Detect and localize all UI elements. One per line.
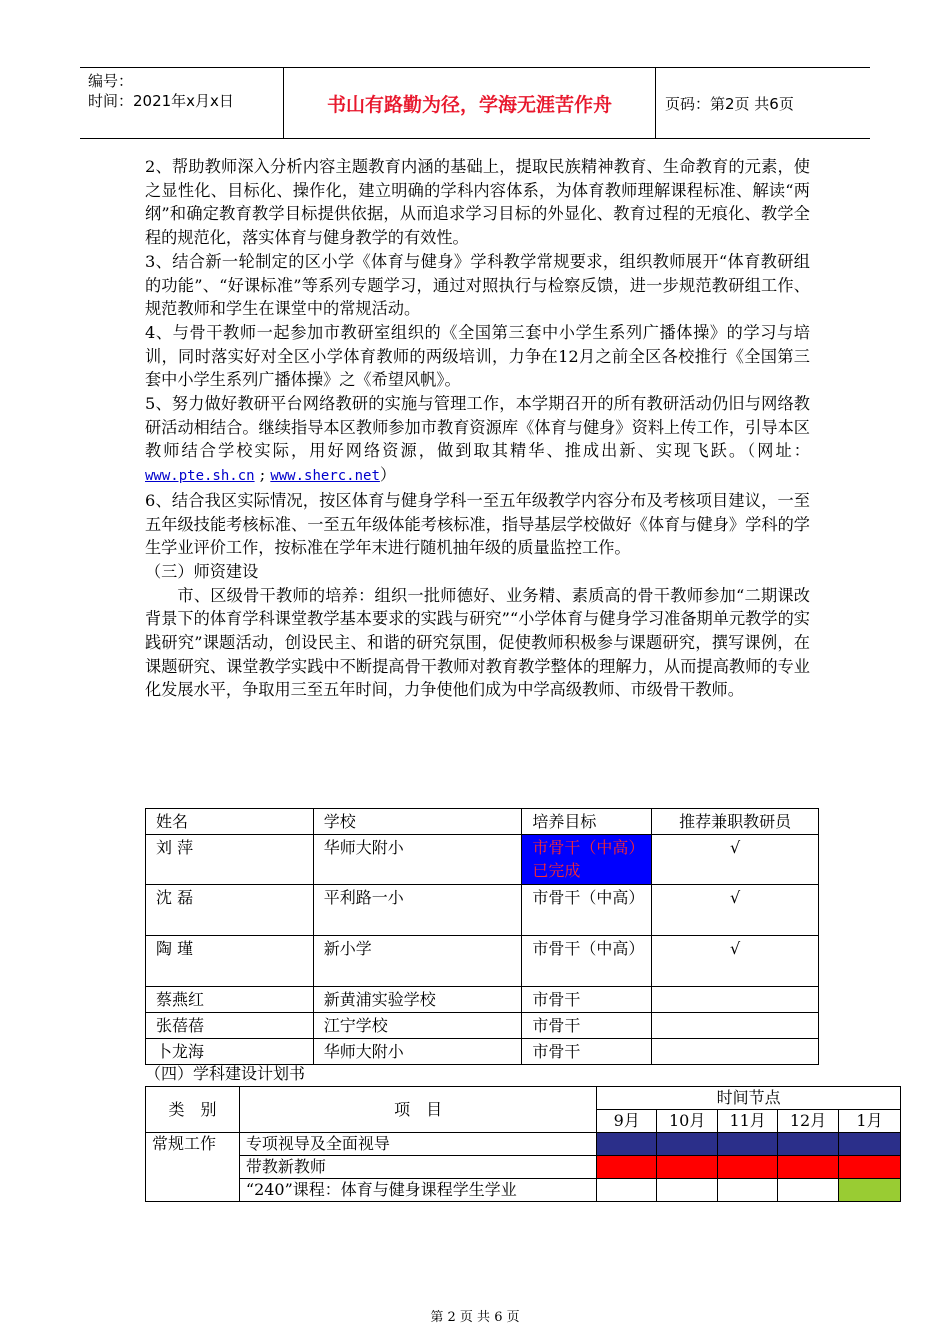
table-row: [146, 1013, 819, 1039]
timeline-cell: [718, 1156, 778, 1179]
teacher-school: 华师大附小: [313, 835, 522, 885]
page-footer: 第 2 页 共 6 页: [430, 1310, 520, 1325]
header-page-number: 页码：第2页 共6页: [665, 94, 794, 113]
teacher-goal: 市骨干（中高）: [522, 936, 652, 987]
teacher-goal: 市骨干: [522, 1013, 652, 1039]
table-row: [146, 1039, 819, 1065]
paragraph-6: 6、结合我区实际情况，按区体育与健身学科一至五年级教学内容分布及考核项目建议，一至五年级技能考核标准、一至五年级体能考核标准，指导基层学校做好《体育与健身》学科的学生学业评价工作，按标准在学年末进行随机抽年级的质量监控工作。: [145, 490, 810, 558]
plan-table: [145, 1086, 901, 1202]
header-meta: [80, 68, 284, 138]
teacher-school: 江宁学校: [313, 1013, 522, 1039]
timeline-cell: [657, 1133, 718, 1156]
paragraph-4: 4、与骨干教师一起参加市教研室组织的《全国第三套中小学生系列广播体操》的学习与培训，同时落实好对全区小学体育教师的两级培训，力争在12月之前全区各校推行《全国第三套中小学生系列广播体操》之《希望风帆》。: [145, 322, 810, 390]
header-name: 姓名: [146, 809, 314, 835]
teacher-school: 华师大附小: [313, 1039, 522, 1065]
teacher-goal: 市骨干（中高）: [522, 885, 652, 936]
timeline-cell: [839, 1156, 901, 1179]
month-label: 11月: [718, 1110, 778, 1133]
teacher-name: 沈 磊: [146, 885, 314, 936]
month-label: 12月: [778, 1110, 839, 1133]
link-pte[interactable]: www.pte.sh.cn: [145, 468, 255, 485]
section-3-title: （三）师资建设: [145, 561, 259, 581]
timeline-cell: [839, 1179, 901, 1202]
plan-header-time: 时间节点: [597, 1087, 901, 1110]
teacher-name: 张蓓蓓: [146, 1013, 314, 1039]
paragraph-5-close: ）: [379, 465, 397, 485]
month-label: 10月: [657, 1110, 718, 1133]
teacher-name: 蔡燕红: [146, 987, 314, 1013]
paragraph-teacher-training: 市、区级骨干教师的培养：组织一批师德好、业务精、素质高的骨干教师参加“二期课改背景下的体育学科课堂教学基本要求的实践与研究”“小学体育与健身学习准备期单元教学的实践研究”课题活动，创设民主、和谐的研究氛围，促使教师积极参与课题研究，撰写课例，在课题研究、课堂教学实践中不断提高骨干教师对教育教学整体的理解力，从而提高教师的专业化发展水平，争取用三至五年时间，力争使他们成为中学高级教师、市级骨干教师。: [145, 585, 810, 700]
paragraph-5-text: 5、努力做好教研平台网络教研的实施与管理工作，本学期召开的所有教研活动仍旧与网络教研活动相结合。继续指导本区教师参加市教育资源库《体育与健身》资料上传工作，引导本区教师结合学校实际，用好网络资源，做到取其精华、推成出新、实现飞跃。（网址：: [145, 394, 810, 461]
teacher-school: 平利路一小: [313, 885, 522, 936]
timeline-cell: [778, 1156, 839, 1179]
teacher-recommend: √: [652, 936, 819, 987]
timeline-cell: [657, 1156, 718, 1179]
table-row: [146, 987, 819, 1013]
table-row: [146, 835, 819, 885]
table-row: [146, 936, 819, 987]
table-row: [146, 885, 819, 936]
plan-item: 专项视导及全面视导: [239, 1133, 596, 1156]
plan-header-category: 类 别: [146, 1087, 240, 1133]
plan-item: “240”课程：体育与健身课程学生学业: [239, 1179, 596, 1202]
paragraph-5: [145, 392, 810, 489]
teacher-table: [145, 808, 819, 1065]
timeline-cell: [597, 1179, 657, 1202]
header-goal: 培养目标: [522, 809, 652, 835]
month-label: 1月: [839, 1110, 901, 1133]
teacher-recommend: [652, 1039, 819, 1065]
timeline-cell: [597, 1156, 657, 1179]
page-header: [80, 67, 870, 139]
timeline-cell: [718, 1179, 778, 1202]
teacher-recommend: [652, 987, 819, 1013]
timeline-cell: [778, 1179, 839, 1202]
plan-row: [146, 1133, 901, 1156]
timeline-cell: [839, 1133, 901, 1156]
timeline-cell: [597, 1133, 657, 1156]
link-separator: ;: [254, 465, 271, 485]
header-school: 学校: [313, 809, 522, 835]
teacher-school: 新小学: [313, 936, 522, 987]
plan-row: [146, 1156, 901, 1179]
timeline-cell: [657, 1179, 718, 1202]
plan-item: 带教新教师: [239, 1156, 596, 1179]
paragraph-2: 2、帮助教师深入分析内容主题教育内涵的基础上，提取民族精神教育、生命教育的元素，使之显性化、目标化、操作化，建立明确的学科内容体系，为体育教师理解课程标准、解读“两纲”和确定教育教学目标提供依据，从而追求学习目标的外显化、教育过程的无痕化、教学全程的规范化，落实体育与健身教学的有效性。: [145, 157, 810, 248]
teacher-recommend: √: [652, 835, 819, 885]
timeline-cell: [718, 1133, 778, 1156]
document-number: 编号：: [88, 72, 134, 90]
plan-header-item: 项 目: [239, 1087, 596, 1133]
plan-row: [146, 1179, 901, 1202]
teacher-goal: 市骨干（中高）已完成: [522, 835, 652, 885]
plan-category: 常规工作: [146, 1133, 240, 1202]
teacher-goal: 市骨干: [522, 987, 652, 1013]
teacher-recommend: √: [652, 885, 819, 936]
table-header-row: [146, 809, 819, 835]
teacher-name: 陶 瑾: [146, 936, 314, 987]
teacher-name: 卜龙海: [146, 1039, 314, 1065]
section-4-title: （四）学科建设计划书: [145, 1064, 306, 1083]
link-sherc[interactable]: www.sherc.net: [270, 468, 380, 485]
teacher-school: 新黄浦实验学校: [313, 987, 522, 1013]
month-label: 9月: [597, 1110, 657, 1133]
teacher-recommend: [652, 1013, 819, 1039]
teacher-name: 刘 萍: [146, 835, 314, 885]
teacher-goal: 市骨干: [522, 1039, 652, 1065]
header-recommend: 推荐兼职教研员: [652, 809, 819, 835]
paragraph-3: 3、结合新一轮制定的区小学《体育与健身》学科教学常规要求，组织教师展开“体育教研组的功能”、“好课标准”等系列专题学习，通过对照执行与检察反馈，进一步规范教研组工作、规范教师和学生在课堂中的常规活动。: [145, 251, 810, 319]
document-date: 时间：2021年x月x日: [88, 92, 234, 110]
timeline-cell: [778, 1133, 839, 1156]
header-motto: 书山有路勤为径，学海无涯苦作舟: [284, 68, 656, 138]
document-body: [145, 155, 810, 702]
plan-header-row: [146, 1087, 901, 1110]
